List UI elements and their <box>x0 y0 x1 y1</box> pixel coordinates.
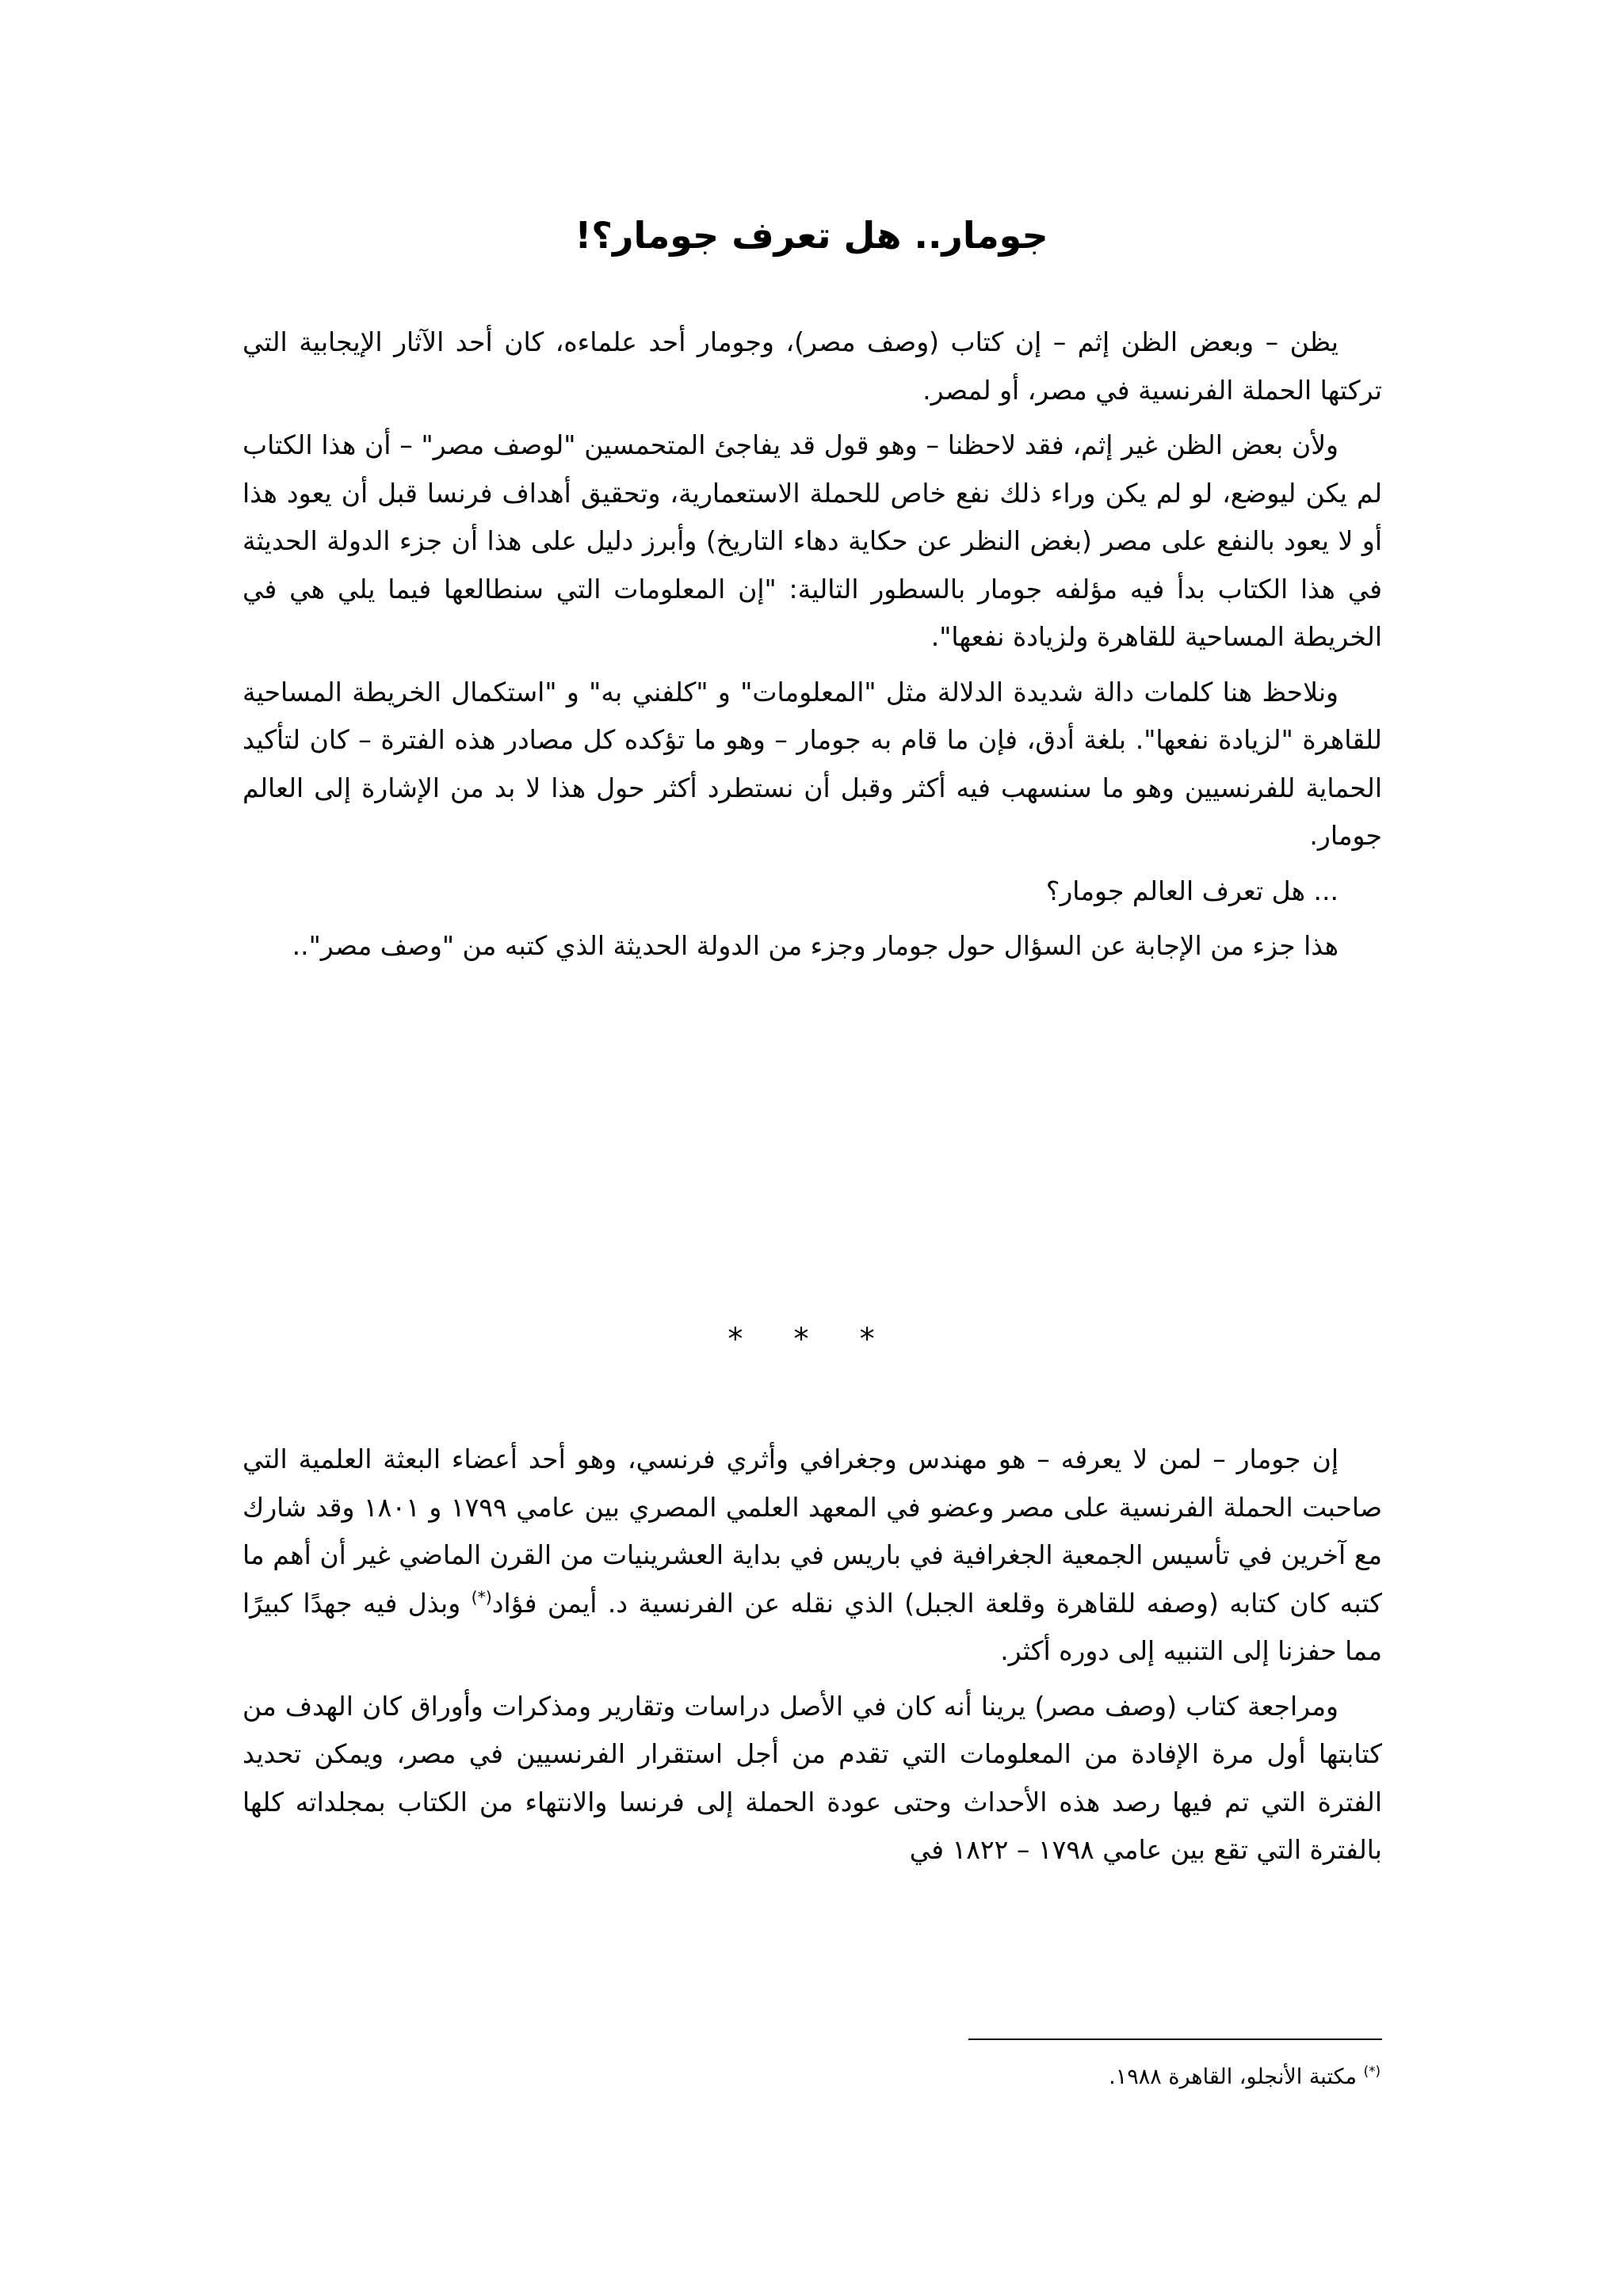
page-title: جومار.. هل تعرف جومار؟! <box>575 214 1048 257</box>
paragraph: ... هل تعرف العالم جومار؟ <box>1045 875 1338 906</box>
footnote-divider <box>968 2039 1382 2040</box>
paragraph-text: إن جومار – لمن لا يعرفه – هو مهندس وجغرافي وأثري فرنسي، وهو أحد أعضاء البعثة العلمية التي صاحبت الحملة الفرنسية على مصر وعضو في المعهد العلمي المصري بين عامي ١٧٩٩ و ١٨٠١ وقد شارك مع آخرين في تأسيس الجمعية الجغرافية في باريس في بداية العشرينيات من القرن الماضي غير أن أهم ما كتبه كان كتابه (وصفه للقاهرة وقلعة الجبل) الذي نقله عن الفرنسية د. أيمن فؤاد <box>242 1444 1383 1619</box>
paragraph: يظن – وبعض الظن إثم – إن كتاب (وصف مصر)، وجومار أحد علماءه، كان أحد الآثار الإيجابية التي تركتها الحملة الفرنسية في مصر، أو لمصر. <box>242 326 1382 406</box>
paragraph: ومراجعة كتاب (وصف مصر) يرينا أنه كان في الأصل دراسات وتقارير ومذكرات وأوراق كان الهدف من كتابتها أول مرة الإفادة من المعلومات التي تقدم من أجل استقرار الفرنسيين في مصر، ويمكن تحديد الفترة التي تم فيها رصد هذه الأحداث وحتى عودة الحملة إلى فرنسا والانتهاء من الكتاب بمجلداته كلها بالفترة التي تقع بين عامي ١٧٩٨ – ١٨٢٢ في <box>242 1690 1382 1865</box>
footnote-text: مكتبة الأنجلو، القاهرة ١٩٨٨. <box>1109 2065 1364 2089</box>
footnote <box>241 2060 1381 2095</box>
paragraph-text: وبذل فيه جهدًا كبيرًا مما حفزنا إلى التنبيه إلى دوره أكثر. <box>242 1587 1382 1666</box>
footnote-marker: (*) <box>471 1587 492 1607</box>
text-block-intro <box>242 318 1382 978</box>
section-separator: * * * <box>727 1322 896 1356</box>
text-block-main <box>242 1436 1382 1882</box>
paragraph <box>242 1436 1382 1676</box>
footnote-marker: (*) <box>1363 2063 1381 2079</box>
paragraph: ولأن بعض الظن غير إثم، فقد لاحظنا – وهو قول قد يفاجئ المتحمسين "لوصف مصر" – أن هذا الكتاب لم يكن ليوضع، لو لم يكن وراء ذلك نفع خاص للحملة الاستعمارية، وتحقيق أهداف فرنسا قبل أن يعود هذا أو لا يعود بالنفع على مصر (بغض النظر عن حكاية دهاء التاريخ) وأبرز دليل على هذا أن جزء الدولة الحديثة في هذا الكتاب بدأ فيه مؤلفه جومار بالسطور التالية: "إن المعلومات التي سنطالعها فيما يلي هي في الخريطة المساحية للقاهرة ولزيادة نفعها". <box>242 429 1382 652</box>
paragraph: هذا جزء من الإجابة عن السؤال حول جومار وجزء من الدولة الحديثة الذي كتبه من "وصف مصر".. <box>292 930 1338 961</box>
paragraph: ونلاحظ هنا كلمات دالة شديدة الدلالة مثل "المعلومات" و "كلفني به" و "استكمال الخريطة المساحية للقاهرة "لزيادة نفعها". بلغة أدق، فإن ما قام به جومار – وهو ما تؤكده كل مصادر هذه الفترة – كان لتأكيد الحماية للفرنسيين وهو ما سنسهب فيه أكثر وقبل أن نستطرد أكثر حول هذا لا بد من الإشارة إلى العالم جومار. <box>242 676 1382 851</box>
